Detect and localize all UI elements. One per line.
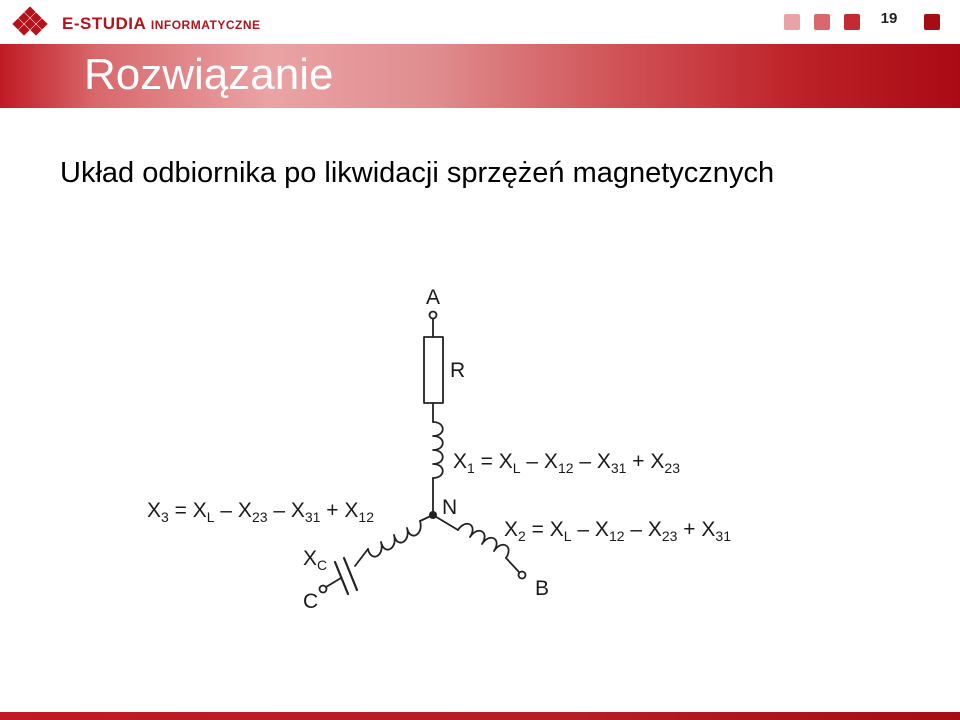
slide-subtitle: Układ odbiornika po likwidacji sprzężeń magnetycznych: [60, 157, 775, 189]
label-xc: $X_C$: [303, 547, 328, 573]
label-n: N: [442, 496, 458, 519]
wire-cap-c: [326, 578, 341, 587]
logo-main: E-STUDIA: [62, 14, 146, 33]
capacitor-plate-1: [344, 558, 357, 590]
page-number: 19: [880, 10, 898, 27]
inductor-x1: [433, 422, 443, 478]
resistor-r: [424, 337, 443, 403]
inductor-x3: [368, 521, 421, 557]
wire-l3-cap: [355, 549, 368, 566]
label-c: C: [303, 590, 319, 613]
terminal-b: [519, 572, 526, 579]
label-r: R: [450, 359, 466, 382]
label-a: A: [426, 286, 441, 309]
page-title: Rozwiązanie: [84, 50, 334, 99]
equation-x2: $X_2 = X_L - X_{12} - X_{23} + X_{31}$: [504, 518, 731, 544]
footer-bar: [0, 712, 960, 720]
terminal-c: [320, 586, 327, 593]
equation-x3: $X_3 = X_L - X_{23} - X_{31} + X_{12}$: [147, 499, 374, 525]
inductor-x2: [458, 524, 509, 558]
logo-sub: INFORMATYCZNE: [150, 18, 261, 32]
equation-x1: $X_1 = X_L - X_{12} - X_{31} + X_{23}$: [453, 450, 680, 476]
terminal-a: [430, 312, 437, 319]
wire-l2-b: [506, 558, 519, 572]
node-n: [429, 511, 437, 519]
label-b: B: [535, 577, 550, 600]
